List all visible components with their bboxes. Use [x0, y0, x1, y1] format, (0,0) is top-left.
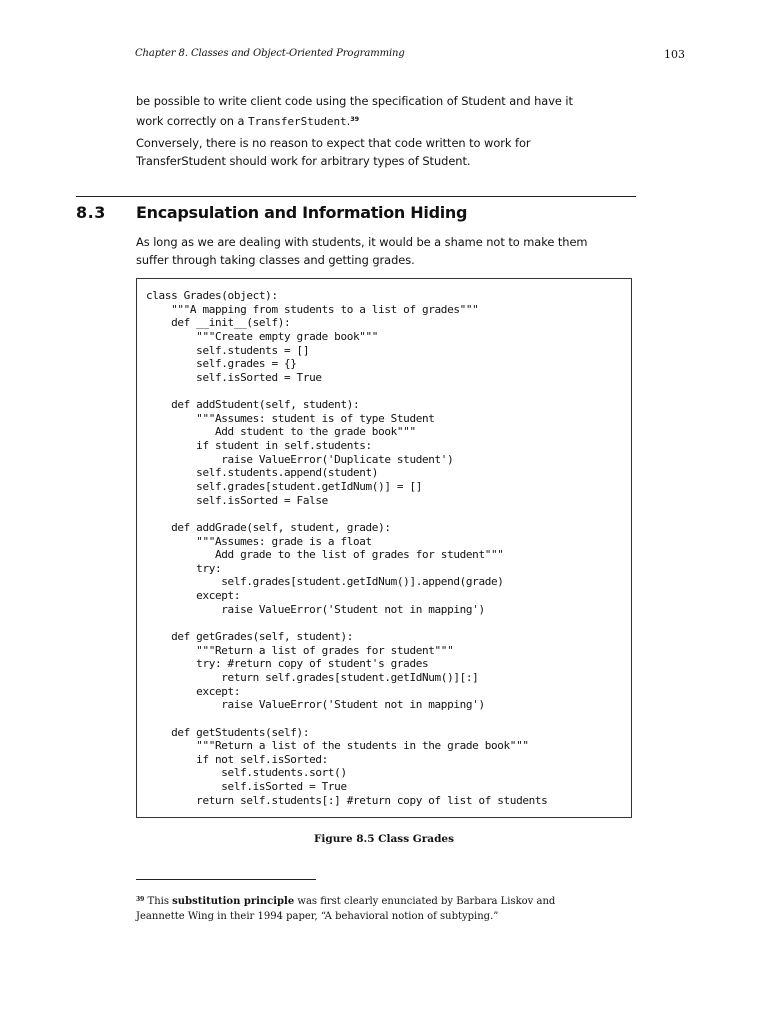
paragraph-intro: [136, 234, 636, 269]
code-line: def getStudents(self):: [146, 725, 310, 739]
code-line: self.students.append(student): [146, 466, 379, 480]
code-line: try:: [146, 561, 222, 575]
footnote-line: Jeannette Wing in their 1994 paper, “A behavioral notion of subtyping.”: [136, 911, 499, 922]
code-line: [146, 507, 547, 521]
code-line: except:: [146, 684, 241, 698]
code-line: if not self.isSorted:: [146, 752, 328, 766]
code-line: return self.grades[student.getIdNum()][:]: [146, 670, 479, 684]
footnote-reference: 39: [350, 114, 360, 123]
code-line: def getGrades(self, student):: [146, 630, 353, 644]
code-line: def addGrade(self, student, grade):: [146, 520, 391, 534]
code-line: self.grades[student.getIdNum()].append(grade): [146, 575, 504, 589]
chapter-title: Chapter 8. Classes and Object-Oriented Programming: [135, 48, 405, 59]
paragraph-line: As long as we are dealing with students, it would be a shame not to make them: [136, 235, 588, 249]
paragraph-line: be possible to write client code using the specification of Student and have it: [136, 94, 573, 108]
code-line: [146, 384, 547, 398]
section-number: 8.3: [76, 203, 106, 222]
text-run: work correctly on a: [136, 113, 249, 128]
paragraph-line: TransferStudent should work for arbitrary types of Student.: [136, 153, 471, 168]
text-run: .: [346, 113, 351, 128]
code-line: def __init__(self):: [146, 316, 291, 330]
code-line: """Create empty grade book""": [146, 329, 379, 343]
code-line: [146, 616, 547, 630]
code-line: """Return a list of the students in the grade book""": [146, 739, 529, 753]
code-line: class Grades(object):: [146, 289, 278, 302]
code-line: raise ValueError('Student not in mapping'): [146, 602, 485, 616]
code-line: try: #return copy of student's grades: [146, 657, 429, 671]
paragraph-line: suffer through taking classes and getting grades.: [136, 252, 415, 267]
code-line: """A mapping from students to a list of grades""": [146, 302, 479, 316]
inline-code: TransferStudent: [248, 114, 347, 128]
section-heading: [76, 199, 636, 225]
code-line: self.grades = {}: [146, 357, 297, 371]
code-line: self.isSorted = True: [146, 780, 347, 794]
code-line: return self.students[:] #return copy of list of students: [146, 793, 548, 807]
paragraph-line: [136, 111, 636, 131]
code-listing: [136, 278, 632, 818]
code-line: self.grades[student.getIdNum()] = []: [146, 479, 422, 493]
code-line: Add student to the grade book""": [146, 425, 416, 439]
code-line: """Assumes: student is of type Student: [146, 411, 435, 425]
code-line: def addStudent(self, student):: [146, 398, 360, 412]
footnote-divider: [136, 879, 316, 880]
code-line: """Return a list of grades for student""": [146, 643, 454, 657]
code-line: self.isSorted = False: [146, 493, 328, 507]
section-title: Encapsulation and Information Hiding: [136, 203, 468, 222]
code-line: if student in self.students:: [146, 439, 372, 453]
code-line: self.students.sort(): [146, 766, 347, 780]
code-line: except:: [146, 589, 241, 603]
running-header: [135, 48, 685, 64]
text-run: was first clearly enunciated by Barbara Liskov and: [294, 896, 556, 907]
code-line: self.isSorted = True: [146, 370, 322, 384]
figure-caption: Figure 8.5 Class Grades: [313, 833, 455, 845]
paragraph-line: Conversely, there is no reason to expect that code written to work for: [136, 136, 531, 150]
footnote-marker: 39: [136, 896, 145, 903]
footnote: [136, 892, 636, 924]
code-line: Add grade to the list of grades for student""": [146, 548, 504, 562]
code-line: [146, 712, 547, 726]
code-line: """Assumes: grade is a float: [146, 534, 372, 548]
paragraph-conversely: [136, 135, 636, 170]
section-divider: [76, 196, 636, 197]
paragraph-substitution: [136, 93, 636, 130]
code-line: raise ValueError('Duplicate student'): [146, 452, 454, 466]
code-block: [146, 289, 547, 807]
footnote-line: [136, 892, 636, 909]
page-number: 103: [664, 48, 685, 61]
code-line: self.students = []: [146, 343, 310, 357]
code-line: raise ValueError('Student not in mapping'): [146, 698, 485, 712]
text-run: This: [144, 896, 173, 907]
bold-term: substitution principle: [172, 896, 295, 907]
